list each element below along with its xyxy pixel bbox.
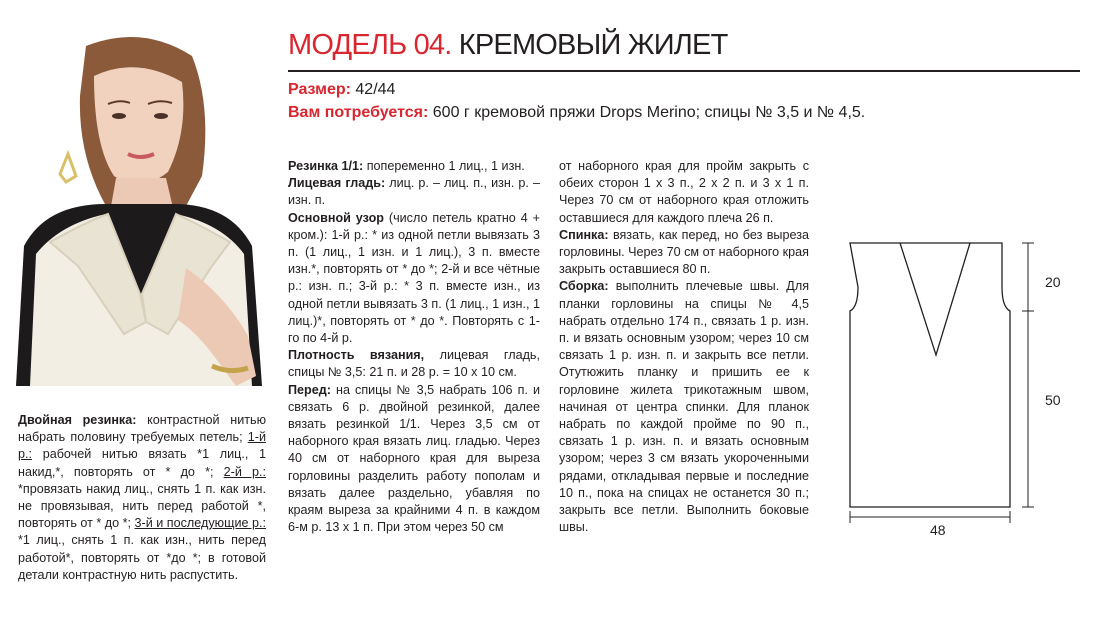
double-rib-text-b: рабочей нитью вязать *1 лиц., 1 накид,*, повторять от * до *;	[18, 447, 267, 479]
materials-line	[288, 103, 865, 123]
assembly-text: выполнить плечевые швы. Для планки горловины на спицы № 4,5 набрать отдельно 174 п., связать 1 р. изн. п. и вязать основным узором; через 10 см связать 1 р. изн. п. и закрыть все петли. Отутюжить планку и пришить ее к горловине жилета трикотажным швом, начиная от центра спинки. Для планок набрать по каждой пройме по 90 п., связать 1 р. изн. п. и вязать основным узором; через 3 см вязать укороченными рядами, откладывая первые и последние 10 п., пока на спицах не останется 30 п.; закрыть все петли. Выполнить боковые швы.	[559, 279, 810, 535]
gauge-paragraph	[288, 347, 540, 381]
dim-side-label: 50	[1045, 392, 1061, 408]
model-photo	[16, 36, 268, 386]
front-title: Перед:	[288, 382, 331, 397]
column-double-rib	[18, 412, 266, 584]
double-rib-text-a: контрастной нитью набрать половину требуемых петель;	[18, 413, 267, 445]
model-title: КРЕМОВЫЙ ЖИЛЕТ	[458, 29, 728, 61]
double-rib-text-c: *провязать накид лиц., снять 1 п. как изн. не провязывая, нить перед работой *, повторять от * до *;	[18, 481, 266, 531]
vest-schematic	[838, 225, 1078, 545]
front-continued-paragraph	[559, 158, 809, 227]
column-instructions-1	[288, 158, 540, 536]
front-continued-text: от наборного края для пройм закрыть с обеих сторон 1 х 3 п., 2 х 2 п. и 3 х 1 п. Через 70 см от наборного края отложить оставшиеся для каждого плеча 26 п.	[559, 159, 809, 225]
size-label: Размер:	[288, 81, 351, 98]
stockinette-paragraph	[288, 175, 540, 209]
size-value: 42/44	[355, 81, 396, 98]
double-rib-text-d: *1 лиц., снять 1 п. как изн., нить перед работой*, повторять от *до *; в готовой детали контрастную нить распустить.	[18, 533, 266, 582]
materials-value: 600 г кремовой пряжи Drops Merino; спицы № 3,5 и № 4,5.	[432, 104, 866, 121]
main-pattern-text: (число петель кратно 4 + кром.): 1-й р.: * из одной петли вывязать 3 п. (1 лиц., 1 изн. и 1 лиц.), 3 п. вместе изн.*, повторять от * до *; 2-й и все чётные р.: изн. п.; 3-й р.: * 3 п. вместе изн., из одной петли вывязать 3 п. (1 лиц., 1 изн., 1 лиц.)*, повторять от * до *. Повторять с 1-го по 4-й р.	[288, 210, 540, 346]
column-instructions-2	[559, 158, 809, 536]
main-pattern-title: Основной узор	[288, 210, 384, 225]
model-header	[288, 28, 1080, 62]
stockinette-text: лиц. р. – лиц. п., изн. р. – изн. п.	[288, 176, 541, 208]
gauge-title: Плотность вязания,	[288, 348, 425, 363]
row2-label: 2-й р.:	[223, 464, 266, 479]
main-pattern-paragraph	[288, 210, 540, 348]
vest-outline	[850, 243, 1010, 507]
size-line	[288, 80, 395, 100]
header-rule	[288, 70, 1080, 72]
dim-width-label: 48	[930, 522, 946, 538]
neckline-v	[900, 243, 970, 355]
double-rib-title: Двойная резинка:	[18, 413, 137, 427]
gauge-text: лицевая гладь, спицы № 3,5: 21 п. и 28 р. = 10 х 10 см.	[288, 348, 540, 380]
stockinette-title: Лицевая гладь:	[288, 176, 386, 191]
rib-text: попеременно 1 лиц., 1 изн.	[366, 159, 525, 173]
double-rib-paragraph	[18, 412, 266, 584]
model-number: МОДЕЛЬ 04.	[288, 29, 452, 61]
front-paragraph	[288, 382, 540, 537]
back-paragraph	[559, 227, 809, 279]
row3-label: 3-й и последующие р.:	[134, 516, 266, 531]
back-title: Спинка:	[559, 227, 609, 242]
dim-top-label: 20	[1045, 274, 1061, 290]
assembly-paragraph	[559, 278, 809, 536]
materials-label: Вам потребуется:	[288, 104, 429, 121]
rib-title: Резинка 1/1:	[288, 159, 364, 173]
row1-label: 1-й р.:	[18, 430, 266, 462]
assembly-title: Сборка:	[559, 279, 609, 294]
back-text: вязать, как перед, но без выреза горловины. Через 70 см от наборного края закрыть оставшиеся 80 п.	[559, 227, 809, 277]
rib-paragraph	[288, 158, 540, 175]
front-text: на спицы № 3,5 набрать 106 п. и связать 6 р. двойной резинкой, далее вязать резинкой 1/1. Через 3,5 см от наборного края вязать лиц. гладью. Через 40 см от наборного края для выреза горловины разделить работу пополам и вязать далее раздельно, убавляя по краям выреза за крайними 4 п. в каждом 6-м р. 13 х 1 п. При этом через 50 см	[288, 382, 540, 535]
